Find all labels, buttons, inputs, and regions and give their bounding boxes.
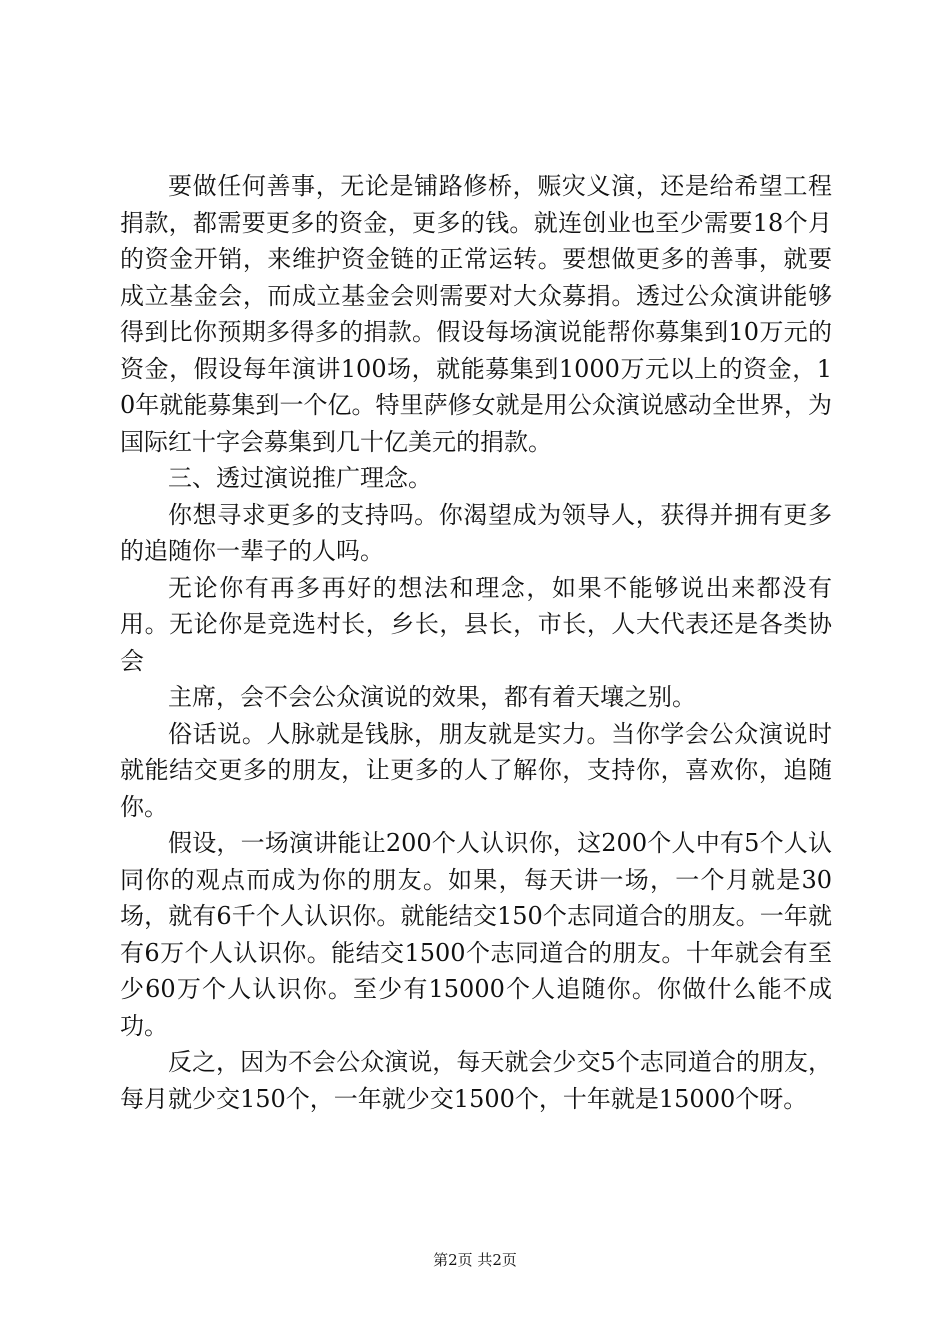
paragraph-conversely: 反之，因为不会公众演说，每天就会少交5个志同道合的朋友，每月就少交150个，一年就少交1500个，十年就是15000个呀。: [120, 1048, 832, 1113]
paragraph-chairman: 主席，会不会公众演说的效果，都有着天壤之别。: [168, 683, 696, 711]
paragraph-network: 俗话说。人脉就是钱脉，朋友就是实力。当你学会公众演说时就能结交更多的朋友，让更多的人了解你，支持你，喜欢你，追随你。: [120, 719, 832, 821]
paragraph-hypothesis: 假设，一场演讲能让200个人认识你，这200个人中有5个人认同你的观点而成为你的朋友。如果，每天讲一场，一个月就是30场，就有6千个人认识你。就能结交150个志同道合的朋友。一年就有6万个人认识你。能结交1500个志同道合的朋友。十年就会有至少60万个人认识你。至少有15000个人追随你。你做什么能不成功。: [120, 829, 832, 1040]
page-footer: 第2页 共2页: [433, 1251, 517, 1269]
paragraph-fundraising: 要做任何善事，无论是铺路修桥，赈灾义演，还是给希望工程捐款，都需要更多的资金，更多的钱。就连创业也至少需要18个月的资金开销，来维护资金链的正常运转。要想做更多的善事，就要成立基金会，而成立基金会则需要对大众募捐。透过公众演讲能够得到比你预期多得多的捐款。假设每场演说能帮你募集到10万元的资金，假设每年演讲100场，就能募集到1000万元以上的资金，10年就能募集到一个亿。特里萨修女就是用公众演说感动全世界，为国际红十字会募集到几十亿美元的捐款。: [120, 172, 832, 456]
paragraph-section-heading: 三、透过演说推广理念。: [168, 464, 432, 492]
document-body: [120, 168, 832, 1117]
paragraph-ideas: 无论你有再多再好的想法和理念，如果不能够说出来都没有用。无论你是竞选村长，乡长，县长，市长，人大代表还是各类协会: [120, 573, 832, 675]
paragraph-seek-support: 你想寻求更多的支持吗。你渴望成为领导人，获得并拥有更多的追随你一辈子的人吗。: [120, 500, 832, 565]
